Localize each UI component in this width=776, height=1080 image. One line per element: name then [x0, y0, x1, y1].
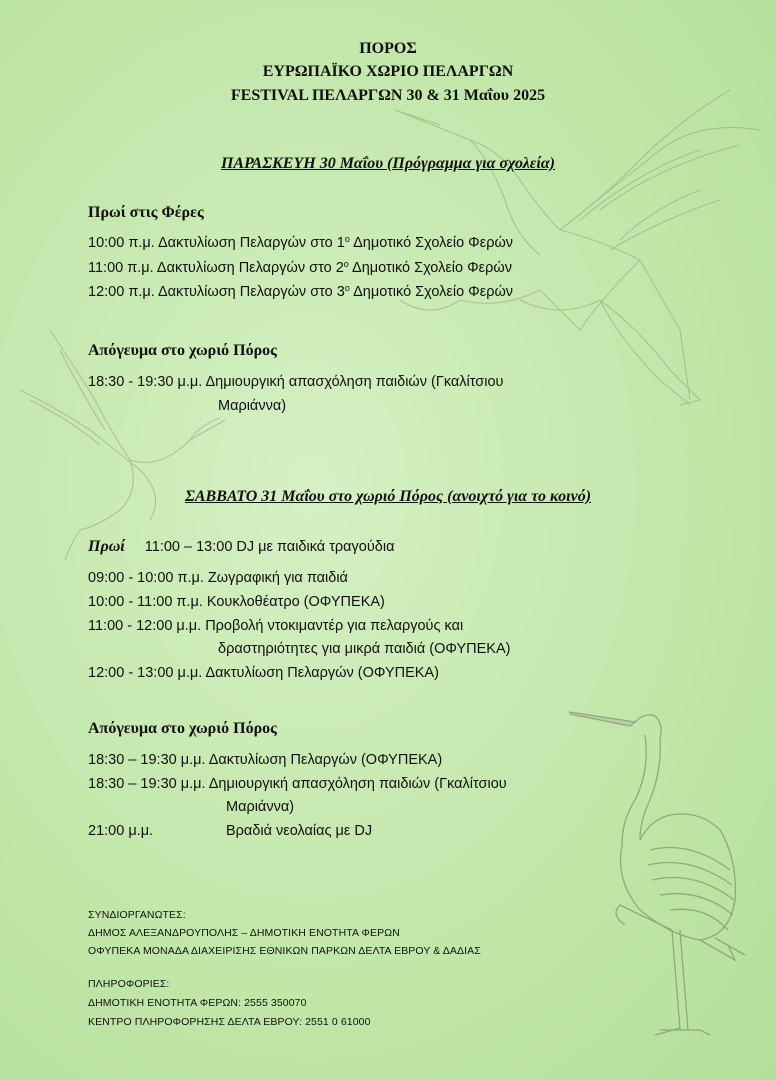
friday-afternoon-item-cont: Μαριάννα) — [218, 398, 287, 414]
saturday-evening-time: 21:00 μ.μ. — [88, 823, 154, 839]
organizer-line: ΔΗΜΟΣ ΑΛΕΞΑΝΔΡΟΥΠΟΛΗΣ – ΔΗΜΟΤΙΚΗ ΕΝΟΤΗΤΑ ΦΕΡΩΝ — [88, 927, 400, 939]
friday-morning-item: 12:00 π.μ. Δακτυλίωση Πελαργών στο $3^o$ Δημοτικό Σχολείο Φερών — [88, 283, 514, 300]
saturday-morning-label: Πρωί — [88, 538, 125, 555]
friday-afternoon-item: 18:30 - 19:30 μ.μ. Δημιουργική απασχόληση παιδιών (Γκαλίτσιου — [88, 374, 504, 390]
header-subtitle: ΕΥΡΩΠΑΪΚΟ ΧΩΡΙΟ ΠΕΛΑΡΓΩΝ — [262, 63, 514, 80]
info-line: ΔΗΜΟΤΙΚΗ ΕΝΟΤΗΤΑ ΦΕΡΩΝ: 2555 350070 — [88, 997, 307, 1009]
saturday-afternoon-heading: Απόγευμα στο χωριό Πόρος — [88, 720, 277, 737]
saturday-item: 10:00 - 11:00 π.μ. Κουκλοθέατρο (ΟΦΥΠΕΚΑ) — [88, 594, 385, 610]
saturday-item: 11:00 - 12:00 μ.μ. Προβολή ντοκιμαντέρ για πελαργούς και — [88, 618, 464, 634]
header-town: ΠΟΡΟΣ — [359, 40, 417, 57]
saturday-afternoon-item: 18:30 – 19:30 μ.μ. Δημιουργική απασχόληση παιδιών (Γκαλίτσιου — [88, 776, 507, 792]
header-festival-title: FESTIVAL ΠΕΛΑΡΓΩΝ 30 & 31 Μαΐου 2025 — [230, 87, 546, 104]
saturday-item: 12:00 - 13:00 μ.μ. Δακτυλίωση Πελαργών (ΟΦΥΠΕΚΑ) — [88, 665, 439, 681]
saturday-morning-dj: Πρωί 11:00 – 13:00 DJ με παιδικά τραγούδια — [88, 538, 395, 555]
saturday-section-title: ΣΑΒΒΑΤΟ 31 Μαΐου στο χωριό Πόρος (ανοιχτό για το κοινό) — [184, 488, 592, 505]
friday-afternoon-heading: Απόγευμα στο χωριό Πόρος — [88, 342, 277, 359]
friday-morning-heading: Πρωί στις Φέρες — [88, 204, 204, 221]
info-line: ΚΕΝΤΡΟ ΠΛΗΡΟΦΟΡΗΣΗΣ ΔΕΛΤΑ ΕΒΡΟΥ: 2551 0 61000 — [88, 1016, 371, 1028]
saturday-item: 09:00 - 10:00 π.μ. Ζωγραφική για παιδιά — [88, 570, 348, 586]
saturday-evening-event: Βραδιά νεολαίας με DJ — [226, 823, 373, 839]
info-heading: ΠΛΗΡΟΦΟΡΙΕΣ: — [88, 978, 170, 990]
organizers-heading: ΣΥΝΔΙΟΡΓΑΝΩΤΕΣ: — [88, 909, 186, 921]
saturday-afternoon-item: 18:30 – 19:30 μ.μ. Δακτυλίωση Πελαργών (ΟΦΥΠΕΚΑ) — [88, 752, 443, 768]
saturday-item-cont: δραστηριότητες για μικρά παιδιά (ΟΦΥΠΕΚΑ) — [218, 641, 511, 657]
friday-morning-item: 11:00 π.μ. Δακτυλίωση Πελαργών στο $2^o$ Δημοτικό Σχολείο Φερών — [88, 259, 512, 276]
saturday-afternoon-item-cont: Μαριάννα) — [226, 799, 295, 815]
friday-morning-item: 10:00 π.μ. Δακτυλίωση Πελαργών στο $1^o$ Δημοτικό Σχολείο Φερών — [88, 234, 514, 251]
friday-section-title: ΠΑΡΑΣΚΕΥΗ 30 Μαΐου (Πρόγραμμα για σχολεία) — [220, 155, 555, 172]
organizer-line: ΟΦΥΠΕΚΑ ΜΟΝΑΔΑ ΔΙΑΧΕΙΡΙΣΗΣ ΕΘΝΙΚΩΝ ΠΑΡΚΩΝ ΔΕΛΤΑ ΕΒΡΟΥ & ΔΑΔΙΑΣ — [88, 945, 481, 957]
